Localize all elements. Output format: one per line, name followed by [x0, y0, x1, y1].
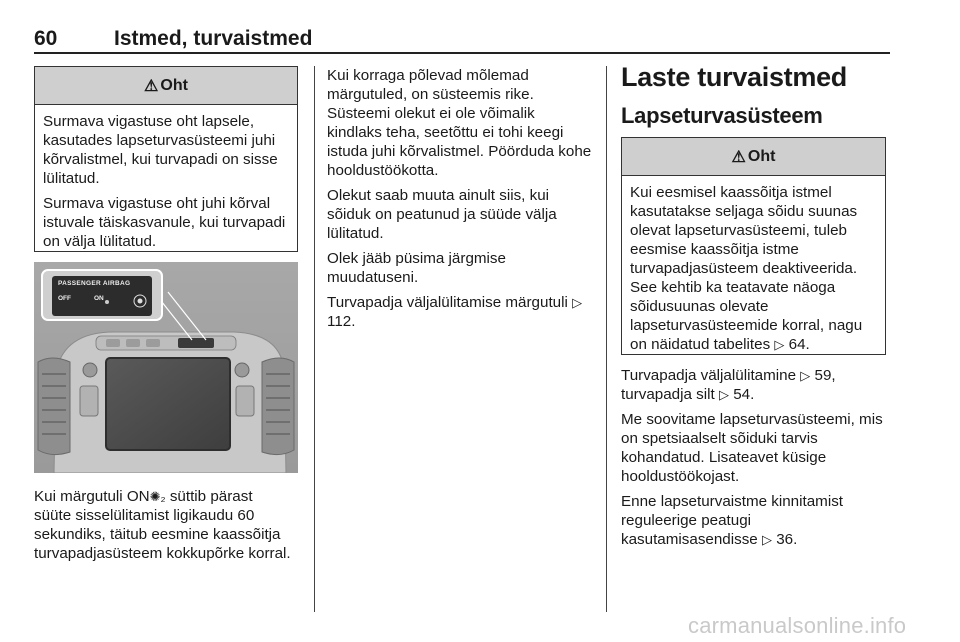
dashboard-illustration [34, 262, 298, 473]
page-reference[interactable]: 112. [327, 313, 356, 330]
page-reference[interactable]: 59, [814, 367, 836, 384]
page-reference[interactable]: 54. [733, 386, 755, 403]
on-label: ON [94, 295, 104, 302]
footer-watermark: carmanualsonline.info [688, 613, 907, 638]
paragraph [621, 492, 886, 549]
caption-rest: süüte sisselülitamist ligikaudu 60 sekundiks, täitub eesmine kaassõitja turvapadjasüsteem kokkupõrke korral. [34, 507, 291, 562]
panel-label: PASSENGER AIRBAG [58, 280, 131, 287]
paragraph-text: Enne lapseturvaistme kinnitamist reguleerige peatugi kasutamisasendisse [621, 493, 844, 548]
figure-caption [34, 487, 304, 563]
page-number: 60 [34, 27, 58, 50]
paragraph-text: Turvapadja väljalülitamise märgutuli [327, 294, 568, 311]
warning-body [622, 176, 885, 362]
section-subheading: Lapseturvasüsteem [621, 103, 823, 128]
warning-box-left [34, 66, 298, 252]
paragraph: Kui korraga põlevad mõlemad märgutuled, on süsteemis rike. Süsteemi olekut ei ole võimalik kindlaks teha, seetõttu ei tohi keegi istuda juhi kõrvalistmel. Pöörduda kohe hooldustöökotta. [327, 67, 592, 179]
header-rule [34, 52, 890, 54]
off-label: OFF [58, 295, 71, 302]
middle-column [327, 66, 592, 337]
page-reference-arrow-icon: ▷ [762, 532, 772, 547]
warning-header [622, 138, 885, 176]
paragraph: Olekut saab muuta ainult siis, kui sõiduk on peatunud ja süüde välja lülitatud. [327, 187, 557, 242]
dashboard-figure [34, 262, 298, 473]
warning-box-right [621, 137, 886, 355]
warning-paragraph [630, 183, 877, 354]
caption-text: süttib pärast [165, 488, 253, 505]
page-reference-arrow-icon: ▷ [800, 368, 811, 383]
page-reference[interactable]: 36. [776, 531, 798, 548]
warning-triangle-icon: ⚠ [144, 77, 159, 95]
column-divider-1 [314, 66, 315, 612]
paragraph [327, 293, 592, 331]
paragraph: Olek jääb püsima järgmise muudatuseni. [327, 250, 506, 286]
page-reference-arrow-icon: ▷ [572, 295, 583, 310]
page-title: Istmed, turvaistmed [114, 27, 313, 50]
warning-triangle-icon: ⚠ [731, 148, 746, 166]
page-reference-arrow-icon: ▷ [718, 387, 729, 402]
warning-header [35, 67, 297, 105]
page-reference-arrow-icon: ▷ [774, 337, 785, 352]
warning-label: Oht [160, 76, 188, 94]
paragraph-text: turvapadja silt [621, 386, 715, 403]
column-divider-2 [606, 66, 607, 612]
caption-line-1 [34, 487, 304, 506]
page-reference[interactable]: 64. [788, 336, 810, 353]
warning-body [35, 105, 297, 259]
paragraph [621, 366, 886, 404]
warning-label: Oht [747, 147, 776, 165]
warning-paragraph: Surmava vigastuse oht lapsele, kasutades lapseturvasüsteemi juhi kõrvalistmel, kui turvapadi on sisse lülitatud. [43, 113, 278, 187]
right-column-text [621, 366, 886, 555]
section-heading: Laste turvaistmed [621, 62, 847, 92]
paragraph-text: Turvapadja väljalülitamine [621, 367, 797, 384]
caption-text: Kui märgutuli ON [34, 488, 150, 505]
warning-paragraph: Surmava vigastuse oht juhi kõrval istuvale täiskasvanule, kui turvapadi on välja lülitatud. [43, 195, 286, 250]
warning-text: Kui eesmisel kaassõitja istmel kasutatakse seljaga sõidu suunas olevat lapseturvasüsteemi, tuleb eesmise kaassõitja istme turvapadjasüsteem deaktiveerida. See kehtib ka teatavate näoga sõidusuunas olevate lapseturvasüsteemide korral, nagu on näidatud tabelites [630, 184, 863, 353]
passenger-airbag-icon: ✺₂ [149, 489, 166, 504]
paragraph: Me soovitame lapseturvasüsteemi, mis on spetsiaalselt sõiduki tarvis kohandatud. Lisateavet küsige hooldustöökojast. [621, 411, 883, 485]
